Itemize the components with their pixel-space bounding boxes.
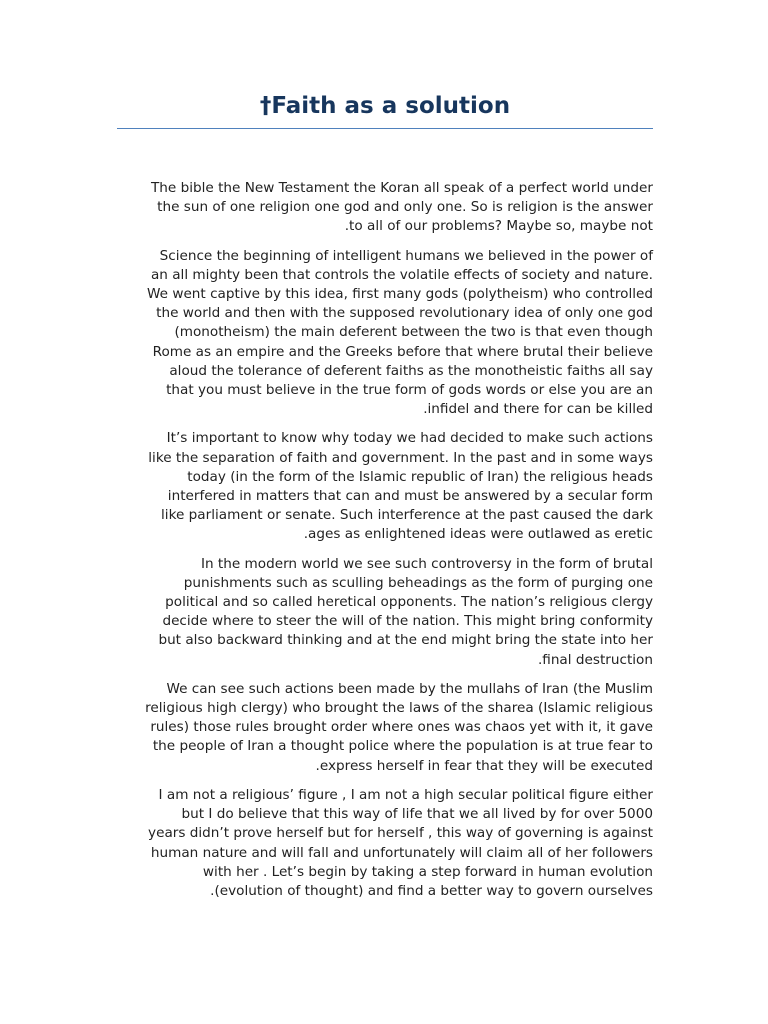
text-line: .final destruction: [537, 651, 653, 668]
text-line: I am not a religious’ figure , I am not a high secular political figure either: [158, 786, 653, 803]
text-line: .express herself in fear that they will be executed: [315, 757, 653, 774]
text-line: It’s important to know why today we had decided to make such actions: [166, 430, 653, 447]
paragraph: [117, 247, 653, 420]
paragraph: [117, 680, 653, 776]
text-line: (monotheism) the main deferent between the two is that even though: [174, 324, 653, 341]
text-line: today (in the form of the Islamic republic of Iran) the religious heads: [187, 468, 653, 485]
text-line: aloud the tolerance of deferent faiths as the monotheistic faiths all say: [169, 362, 653, 379]
text-line: the world and then with the supposed revolutionary idea of only one god: [156, 305, 653, 322]
text-line: political and so called heretical opponents. The nation’s religious clergy: [165, 594, 653, 611]
text-line: rules) those rules brought order where ones was chaos yet with it, it gave: [150, 719, 653, 736]
text-line: .(evolution of thought) and find a better way to govern ourselves: [210, 882, 653, 899]
text-line: that you must believe in the true form of gods words or else you are an: [166, 382, 653, 399]
page-title: †Faith as a solution: [259, 93, 511, 119]
paragraph: [117, 179, 653, 237]
text-line: but also backward thinking and at the end might bring the state into her: [158, 632, 653, 649]
title-underline: [117, 128, 653, 129]
text-line: The bible the New Testament the Koran all speak of a perfect world under: [150, 180, 653, 196]
text-line: .ages as enlightened ideas were outlawed as eretic: [303, 526, 653, 543]
text-line: .to all of our problems? Maybe so, maybe not: [344, 218, 653, 235]
text-line: like the separation of faith and government. In the past and in some ways: [148, 449, 653, 466]
text-line: the people of Iran a thought police where the population is at true fear to: [152, 738, 653, 755]
text-line: decide where to steer the will of the nation. This might bring conformity: [162, 613, 653, 630]
text-line: interfered in matters that can and must be answered by a secular form: [167, 488, 653, 505]
text-line: but I do believe that this way of life that we all lived by for over 5000: [181, 806, 653, 823]
text-line: an all mighty been that controls the volatile effects of society and nature.: [150, 266, 653, 283]
text-line: Science the beginning of intelligent humans we believed in the power of: [159, 247, 653, 264]
text-line: We can see such actions been made by the mullahs of Iran (the Muslim: [166, 680, 653, 697]
paragraph: [117, 429, 653, 544]
text-line: the sun of one religion one god and only one. So is religion is the answer: [157, 199, 653, 216]
text-line: like parliament or senate. Such interference at the past caused the dark: [161, 507, 653, 524]
text-line: In the modern world we see such controversy in the form of brutal: [200, 555, 653, 572]
text-line: punishments such as sculling beheadings as the form of purging one: [183, 574, 653, 591]
text-line: human nature and will fall and unfortunately will claim all of her followers: [150, 844, 653, 861]
text-line: religious high clergy) who brought the laws of the sharea (Islamic religious: [145, 700, 653, 717]
paragraph: [117, 555, 653, 670]
text-line: Rome as an empire and the Greeks before that where brutal their believe: [152, 343, 653, 360]
text-line: with her . Let’s begin by taking a step forward in human evolution: [202, 863, 653, 880]
text-line: .infidel and there for can be killed: [423, 401, 653, 418]
paragraph: [117, 786, 653, 901]
document-body: [117, 179, 653, 911]
text-line: We went captive by this idea, first many gods (polytheism) who controlled: [147, 286, 653, 303]
text-line: years didn’t prove herself but for herself , this way of governing is against: [148, 825, 653, 842]
